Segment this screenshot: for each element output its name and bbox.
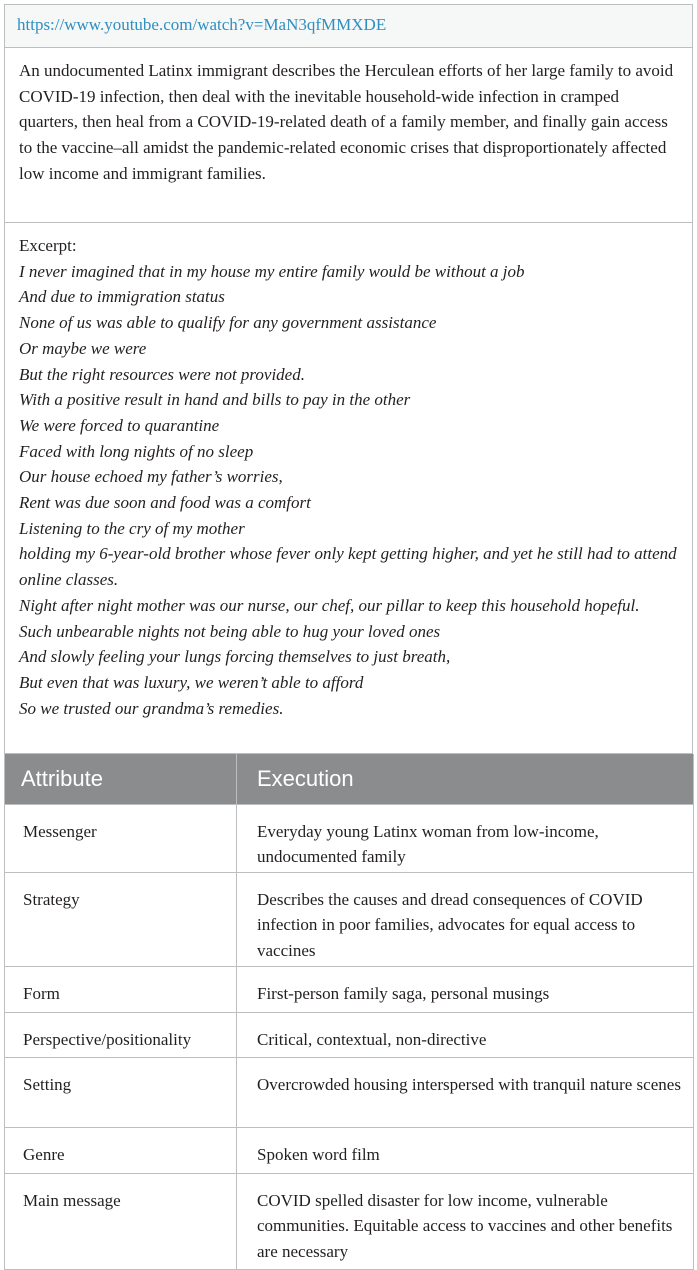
table-row (5, 1012, 694, 1057)
excerpt-line: But even that was luxury, we weren’t able to afford (19, 672, 364, 692)
url-box (4, 4, 693, 48)
column-header-attribute: Attribute (5, 754, 237, 804)
attribute-table (4, 754, 694, 1270)
execution-cell: Describes the causes and dread consequences of COVID infection in poor families, advocates for equal access to vaccines (237, 872, 694, 966)
execution-cell: Everyday young Latinx woman from low-income, undocumented family (237, 804, 694, 872)
excerpt-line: Our house echoed my father’s worries, (19, 467, 283, 487)
attribute-cell: Perspective/positionality (5, 1012, 237, 1057)
excerpt-line: Or maybe we were (19, 338, 147, 358)
document (4, 4, 693, 1270)
excerpt-line: With a positive result in hand and bills to pay in the other (19, 390, 411, 410)
excerpt-line: Such unbearable nights not being able to hug your loved ones (19, 621, 441, 641)
excerpt-line: Night after night mother was our nurse, our chef, our pillar to keep this household hopeful. (19, 595, 640, 615)
excerpt-line: Faced with long nights of no sleep (19, 441, 254, 461)
attribute-cell: Setting (5, 1057, 237, 1127)
excerpt-line: But the right resources were not provided. (19, 364, 305, 384)
attribute-cell: Form (5, 966, 237, 1012)
excerpt-line: Listening to the cry of my mother (19, 518, 245, 538)
excerpt-heading: Excerpt: (19, 236, 77, 255)
excerpt-line: None of us was able to qualify for any government assistance (19, 313, 437, 333)
excerpt-line: And due to immigration status (19, 287, 225, 307)
execution-cell: COVID spelled disaster for low income, vulnerable communities. Equitable access to vaccines and other benefits are necessary (237, 1173, 694, 1269)
excerpt-line: holding my 6-year-old brother whose fever only kept getting higher, and yet he still had to attend online classes. (19, 544, 677, 590)
column-header-execution: Execution (237, 754, 694, 804)
table-row (5, 966, 694, 1012)
table-row (5, 1173, 694, 1269)
table-row (5, 872, 694, 966)
execution-cell: Spoken word film (237, 1127, 694, 1173)
execution-cell: First-person family saga, personal musings (237, 966, 694, 1012)
execution-cell: Overcrowded housing interspersed with tranquil nature scenes (237, 1057, 694, 1127)
attribute-cell: Genre (5, 1127, 237, 1173)
table-row (5, 1127, 694, 1173)
execution-cell: Critical, contextual, non-directive (237, 1012, 694, 1057)
excerpt-line: We were forced to quarantine (19, 415, 220, 435)
summary-text: An undocumented Latinx immigrant describes the Herculean efforts of her large family to avoid COVID-19 infection, then deal with the inevitable household-wide infection in cramped quarters, then heal from a COVID-19-related death of a family member, and finally gain access to the vaccine–all amidst the pandemic-related economic crises that disproportionately affected low income and immigrant families. (19, 61, 674, 183)
table-row (5, 804, 694, 872)
excerpt-line: I never imagined that in my house my entire family would be without a job (19, 261, 525, 281)
video-link[interactable]: https://www.youtube.com/watch?v=MaN3qfMMXDE (17, 15, 387, 34)
excerpt-box (4, 223, 693, 754)
attribute-cell: Strategy (5, 872, 237, 966)
attribute-cell: Main message (5, 1173, 237, 1269)
excerpt-line: And slowly feeling your lungs forcing themselves to just breath, (19, 647, 451, 667)
attribute-cell: Messenger (5, 804, 237, 872)
summary-box (4, 48, 693, 223)
table-row (5, 1057, 694, 1127)
excerpt-line: Rent was due soon and food was a comfort (19, 493, 311, 513)
excerpt-line: So we trusted our grandma’s remedies. (19, 698, 284, 718)
table-header-row (5, 754, 694, 804)
